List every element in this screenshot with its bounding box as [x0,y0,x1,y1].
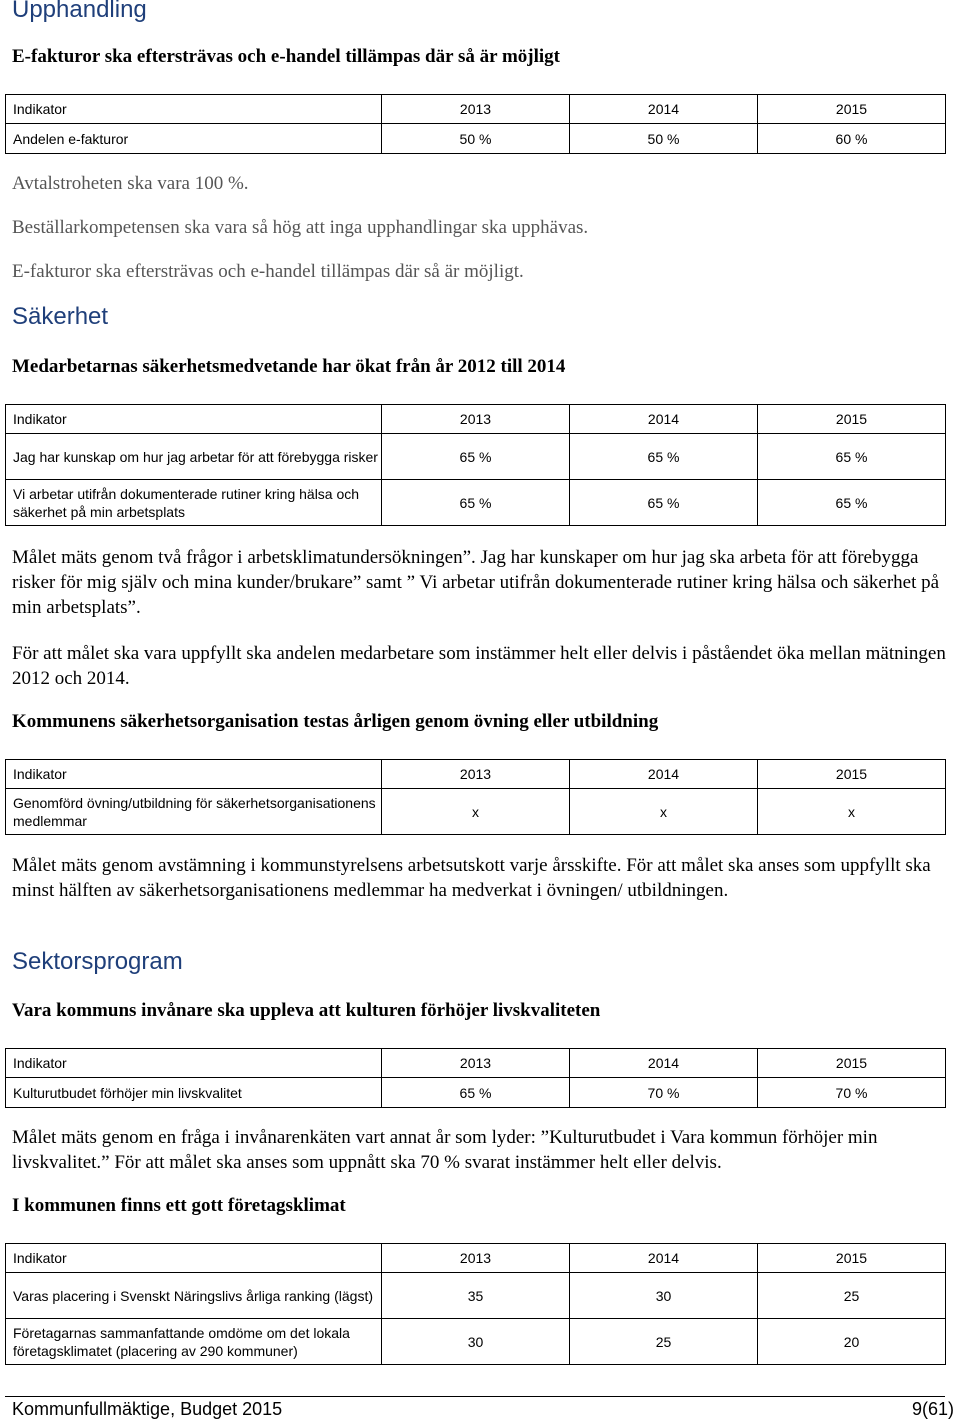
indicator-table-sakerhet-1 [5,404,946,526]
indicator-value: 65 % [758,434,946,480]
header-year: 2013 [382,1244,570,1273]
table-row [6,1273,946,1319]
indicator-value: 50 % [382,124,570,154]
indicator-label: Andelen e-fakturor [6,124,382,154]
indicator-table-foretagsklimat [5,1243,946,1365]
upphandling-line: E-fakturor ska eftersträvas och e-handel tillämpas där så är möjligt. [12,261,524,282]
table-header-row [6,405,946,434]
table-header-row [6,760,946,789]
goal-title-kultur: Vara kommuns invånare ska uppleva att kulturen förhöjer livskvaliteten [12,1000,601,1021]
indicator-value: 65 % [382,434,570,480]
table-header-row [6,95,946,124]
indicator-value: 60 % [758,124,946,154]
indicator-label: Genomförd övning/utbildning för säkerhetsorganisationens medlemmar [6,789,382,835]
goal-title-text: Medarbetarnas säkerhetsmedvetande har ökat från år 2012 till 2014 [12,356,566,377]
indicator-label: Vi arbetar utifrån dokumenterade rutiner kring hälsa och säkerhet på min arbetsplats [6,480,382,526]
indicator-value: 65 % [758,480,946,526]
header-year: 2013 [382,405,570,434]
upphandling-line: Avtalstroheten ska vara 100 %. [12,173,249,194]
indicator-value: 20 [758,1319,946,1365]
goal-title-foretagsklimat: I kommunen finns ett gott företagsklimat [12,1195,346,1216]
indicator-value: 65 % [570,434,758,480]
indicator-value: 35 [382,1273,570,1319]
header-year: 2013 [382,1049,570,1078]
indicator-value: 30 [570,1273,758,1319]
footer-page-number: 9(61) [911,1399,954,1419]
sakerhet-paragraph: Målet mäts genom två frågor i arbetsklimatundersökningen”. Jag har kunskaper om hur jag ska arbeta för att förebygga risker för mig själv och mina kunder/brukare” samt ” Vi arbetar utifrån dokumenterade rutiner kring hälsa och säkerhet på min arbetsplats”. [12,547,940,618]
indicator-label: Jag har kunskap om hur jag arbetar för att förebygga risker [6,434,382,480]
goal-title-sakerhetsmedvetande [12,356,565,378]
footer-divider [5,1396,945,1397]
indicator-value: 65 % [382,1078,570,1108]
indicator-value: x [758,789,946,835]
indicator-value: 65 % [570,480,758,526]
indicator-table-kultur [5,1048,946,1108]
indicator-value: 70 % [758,1078,946,1108]
header-year: 2014 [570,95,758,124]
header-year: 2015 [758,760,946,789]
indicator-table-upphandling [5,94,946,154]
goal-title-sakerhetsorganisation: Kommunens säkerhetsorganisation testas årligen genom övning eller utbildning [12,711,659,732]
kultur-paragraph: Målet mäts genom en fråga i invånarenkäten vart annat år som lyder: ”Kulturutbudet i Vara kommun förhöjer min livskvalitet.” För att målet ska anses som uppnått ska 70 % svarat instämmer helt eller delvis. [12,1127,878,1173]
header-year: 2013 [382,95,570,124]
header-year: 2014 [570,405,758,434]
header-year: 2015 [758,405,946,434]
header-year: 2014 [570,1049,758,1078]
indicator-label: Varas placering i Svenskt Näringslivs årliga ranking (lägst) [6,1273,382,1319]
header-year: 2015 [758,1244,946,1273]
indicator-value: 70 % [570,1078,758,1108]
header-year: 2015 [758,95,946,124]
indicator-value: 50 % [570,124,758,154]
header-year: 2014 [570,1244,758,1273]
header-indicator: Indikator [6,95,382,124]
table-header-row [6,1049,946,1078]
table-row [6,124,946,154]
table-header-row [6,1244,946,1273]
header-year: 2015 [758,1049,946,1078]
indicator-value: 25 [758,1273,946,1319]
table-row [6,789,946,835]
header-indicator: Indikator [6,1244,382,1273]
sakerhet-paragraph: Målet mäts genom avstämning i kommunstyrelsens arbetsutskott varje årsskifte. För att målet ska anses som uppfyllt ska minst hälften av säkerhetsorganisationens medlemmar ha medverkat i övningen/ utbildningen. [12,855,931,901]
goal-title-efakturor: E-fakturor ska eftersträvas och e-handel tillämpas där så är möjligt [12,46,560,67]
upphandling-line: Beställarkompetensen ska vara så hög att inga upphandlingar ska upphävas. [12,217,589,238]
table-row [6,1319,946,1365]
indicator-value: 25 [570,1319,758,1365]
indicator-value: x [570,789,758,835]
indicator-label: Kulturutbudet förhöjer min livskvalitet [6,1078,382,1108]
section-heading-sektorsprogram: Sektorsprogram [12,948,183,975]
header-indicator: Indikator [6,760,382,789]
table-row [6,434,946,480]
header-indicator: Indikator [6,1049,382,1078]
indicator-value: 65 % [382,480,570,526]
header-year: 2014 [570,760,758,789]
sakerhet-paragraph: För att målet ska vara uppfyllt ska andelen medarbetare som instämmer helt eller delvis i påståendet öka mellan mätningen 2012 och 2014. [12,643,946,689]
section-heading-sakerhet: Säkerhet [12,303,109,330]
indicator-table-sakerhet-2 [5,759,946,835]
footer-document-title: Kommunfullmäktige, Budget 2015 [12,1399,283,1419]
header-year: 2013 [382,760,570,789]
section-heading-upphandling: Upphandling [12,0,147,23]
table-row [6,1078,946,1108]
header-indicator: Indikator [6,405,382,434]
indicator-label: Företagarnas sammanfattande omdöme om det lokala företagsklimatet (placering av 290 kommuner) [6,1319,382,1365]
indicator-value: x [382,789,570,835]
table-row [6,480,946,526]
indicator-value: 30 [382,1319,570,1365]
